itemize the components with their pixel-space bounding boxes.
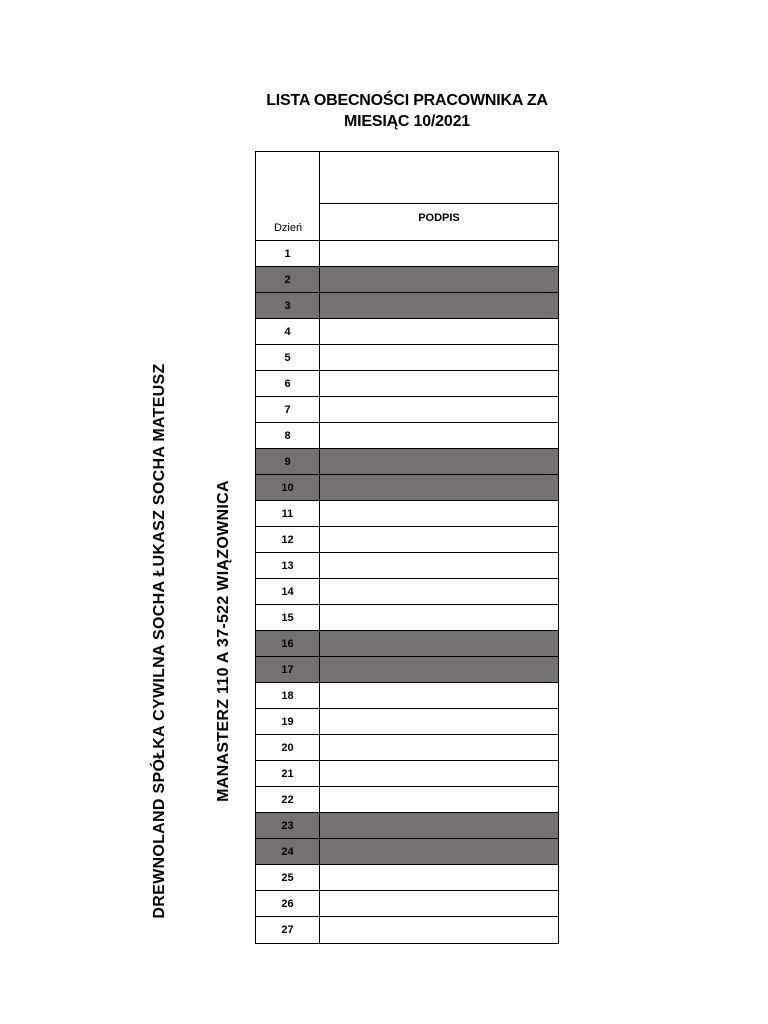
- signature-header: PODPIS: [418, 212, 460, 224]
- signature-cell[interactable]: [320, 657, 558, 682]
- signature-cell[interactable]: [320, 605, 558, 630]
- table-body: [256, 241, 558, 943]
- table-row: [256, 683, 558, 709]
- day-number-cell: 15: [256, 605, 320, 630]
- attendance-table: [255, 151, 559, 944]
- table-row: [256, 735, 558, 761]
- signature-cell[interactable]: [320, 423, 558, 448]
- table-row: [256, 605, 558, 631]
- day-number-cell: 8: [256, 423, 320, 448]
- table-row: [256, 579, 558, 605]
- day-number-cell: 13: [256, 553, 320, 578]
- document-title: [200, 90, 614, 132]
- signature-cell[interactable]: [320, 787, 558, 812]
- day-number-cell: 18: [256, 683, 320, 708]
- day-number-cell: 22: [256, 787, 320, 812]
- signature-cell[interactable]: [320, 449, 558, 474]
- table-row: [256, 917, 558, 943]
- table-row: [256, 761, 558, 787]
- signature-cell[interactable]: [320, 735, 558, 760]
- day-number-cell: 25: [256, 865, 320, 890]
- signature-cell[interactable]: [320, 813, 558, 838]
- day-number-cell: 5: [256, 345, 320, 370]
- title-line-2: MIESIĄC 10/2021: [344, 113, 470, 130]
- day-number-cell: 4: [256, 319, 320, 344]
- day-number-cell: 12: [256, 527, 320, 552]
- table-row: [256, 319, 558, 345]
- day-number-cell: 16: [256, 631, 320, 656]
- day-number-cell: 19: [256, 709, 320, 734]
- signature-cell[interactable]: [320, 241, 558, 266]
- day-number-cell: 3: [256, 293, 320, 318]
- table-row: [256, 371, 558, 397]
- day-header-cell: [256, 152, 320, 240]
- signature-cell[interactable]: [320, 527, 558, 552]
- signature-cell[interactable]: [320, 345, 558, 370]
- day-number-cell: 9: [256, 449, 320, 474]
- table-row: [256, 267, 558, 293]
- day-number-cell: 2: [256, 267, 320, 292]
- day-number-cell: 27: [256, 917, 320, 943]
- day-number-cell: 14: [256, 579, 320, 604]
- day-number-cell: 7: [256, 397, 320, 422]
- signature-cell[interactable]: [320, 631, 558, 656]
- signature-cell[interactable]: [320, 839, 558, 864]
- signature-cell[interactable]: [320, 579, 558, 604]
- table-row: [256, 293, 558, 319]
- signature-cell[interactable]: [320, 293, 558, 318]
- signature-cell[interactable]: [320, 709, 558, 734]
- company-address: MANASTERZ 110 A 37-522 WIĄZOWNICA: [215, 480, 232, 802]
- day-number-cell: 20: [256, 735, 320, 760]
- table-row: [256, 709, 558, 735]
- signature-cell[interactable]: [320, 267, 558, 292]
- day-number-cell: 10: [256, 475, 320, 500]
- signature-cell[interactable]: [320, 553, 558, 578]
- day-number-cell: 6: [256, 371, 320, 396]
- signature-cell[interactable]: [320, 761, 558, 786]
- signature-cell[interactable]: [320, 371, 558, 396]
- table-row: [256, 501, 558, 527]
- signature-cell[interactable]: [320, 319, 558, 344]
- day-number-cell: 11: [256, 501, 320, 526]
- table-row: [256, 449, 558, 475]
- table-row: [256, 891, 558, 917]
- day-number-cell: 24: [256, 839, 320, 864]
- signature-cell[interactable]: [320, 917, 558, 943]
- day-header-label: Dzień: [273, 222, 303, 234]
- day-number-cell: 21: [256, 761, 320, 786]
- table-row: [256, 475, 558, 501]
- company-name: DREWNOLAND SPÓŁKA CYWILNA SOCHA ŁUKASZ SOCHA MATEUSZ: [151, 363, 168, 919]
- title-line-1: LISTA OBECNOŚCI PRACOWNIKA ZA: [266, 92, 548, 109]
- signature-cell[interactable]: [320, 397, 558, 422]
- header-blank-cell: [320, 152, 558, 204]
- table-row: [256, 241, 558, 267]
- day-number-cell: 1: [256, 241, 320, 266]
- table-row: [256, 813, 558, 839]
- signature-cell[interactable]: [320, 501, 558, 526]
- signature-cell[interactable]: [320, 865, 558, 890]
- table-row: [256, 397, 558, 423]
- signature-cell[interactable]: [320, 683, 558, 708]
- table-row: [256, 345, 558, 371]
- day-number-cell: 26: [256, 891, 320, 916]
- table-row: [256, 631, 558, 657]
- signature-cell[interactable]: [320, 475, 558, 500]
- table-row: [256, 527, 558, 553]
- day-number-cell: 23: [256, 813, 320, 838]
- day-number-cell: 17: [256, 657, 320, 682]
- table-row: [256, 423, 558, 449]
- table-row: [256, 839, 558, 865]
- table-row: [256, 657, 558, 683]
- table-header: [256, 152, 558, 241]
- signature-cell[interactable]: [320, 891, 558, 916]
- table-row: [256, 865, 558, 891]
- table-row: [256, 787, 558, 813]
- table-row: [256, 553, 558, 579]
